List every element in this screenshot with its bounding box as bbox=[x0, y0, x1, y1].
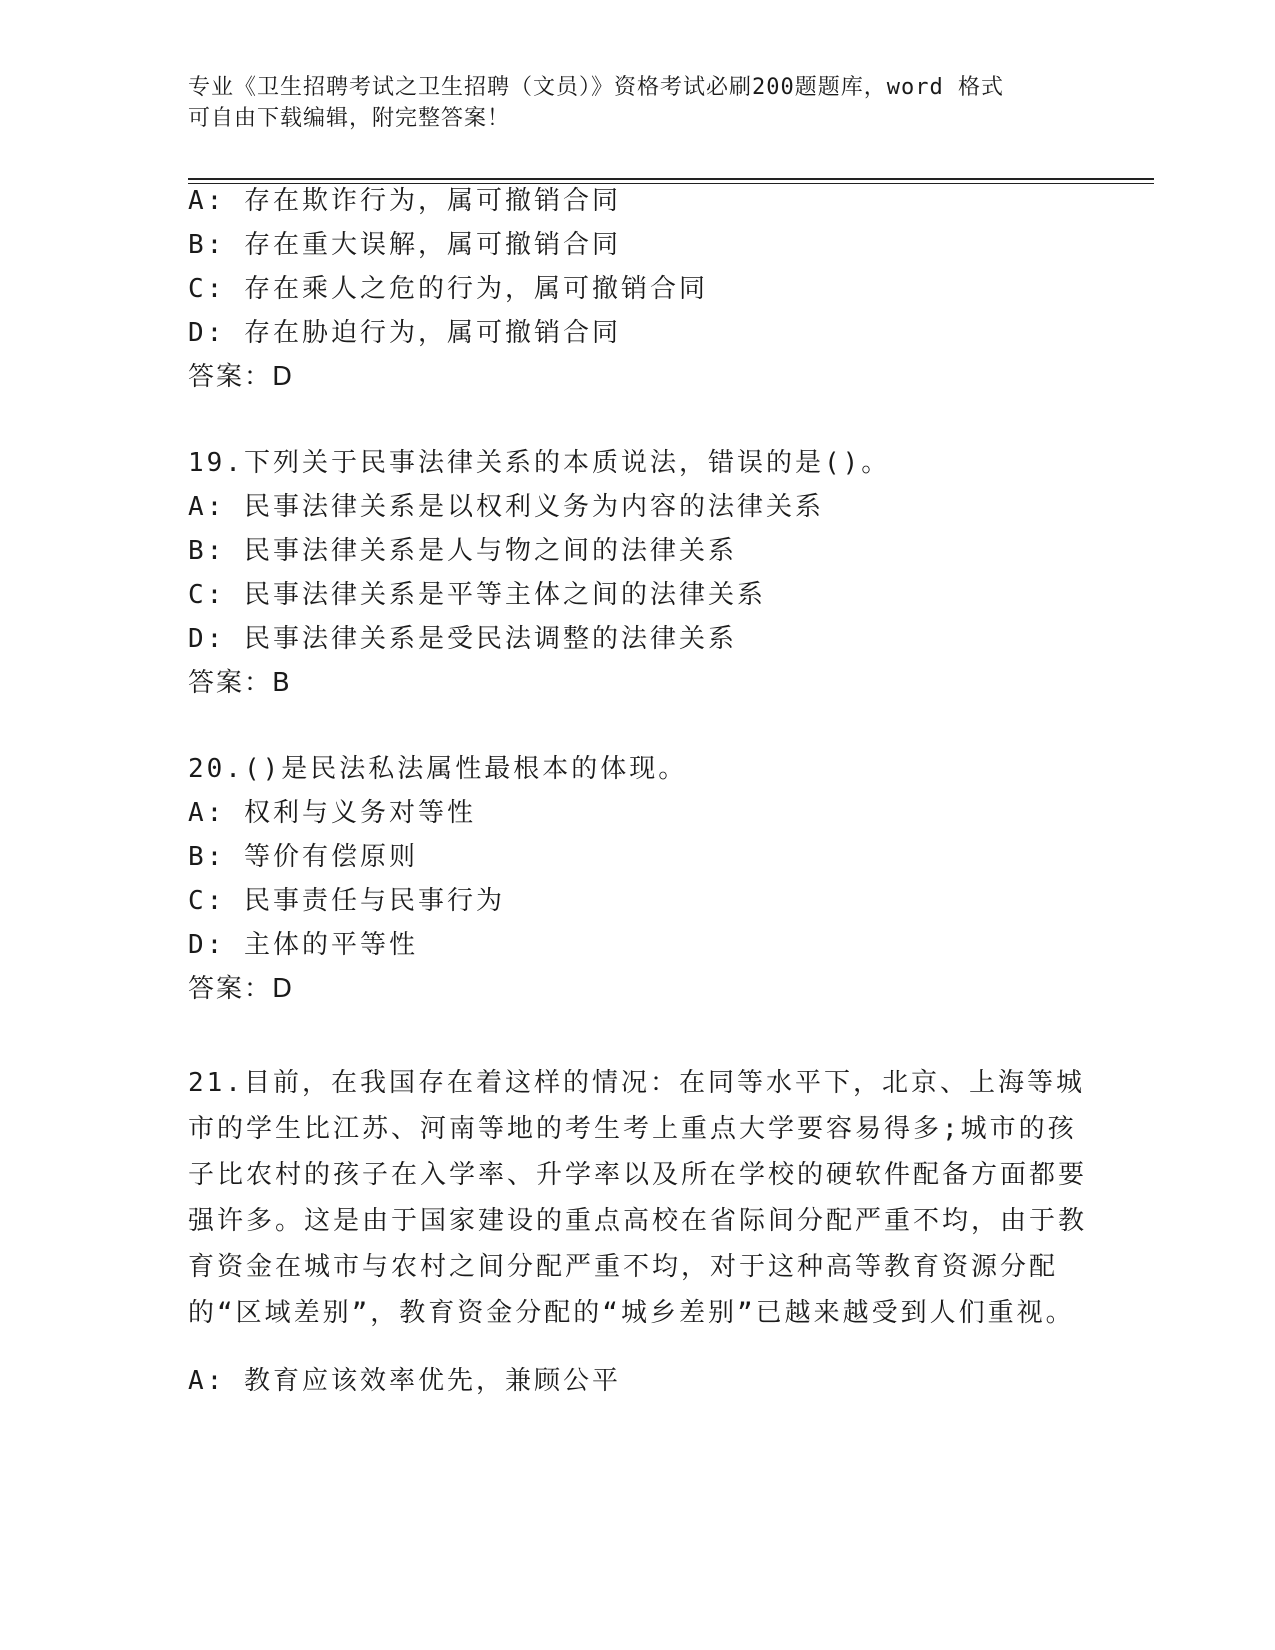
q18-option-d: D: 存在胁迫行为，属可撤销合同 bbox=[188, 318, 621, 348]
q19-option-a: A: 民事法律关系是以权利义务为内容的法律关系 bbox=[188, 492, 824, 522]
q20-answer: 答案：D bbox=[188, 974, 295, 1004]
q20-option-b: B: 等价有偿原则 bbox=[188, 842, 418, 872]
q18-option-b: B: 存在重大误解，属可撤销合同 bbox=[188, 230, 621, 260]
q20-option-d: D: 主体的平等性 bbox=[188, 930, 418, 960]
q20-option-a: A: 权利与义务对等性 bbox=[188, 798, 476, 828]
q19-option-d: D: 民事法律关系是受民法调整的法律关系 bbox=[188, 624, 737, 654]
q19-option-b: B: 民事法律关系是人与物之间的法律关系 bbox=[188, 536, 737, 566]
q19-answer: 答案：B bbox=[188, 668, 292, 698]
q21-option-a: A: 教育应该效率优先，兼顾公平 bbox=[188, 1366, 621, 1396]
document-header bbox=[188, 72, 1068, 134]
q18-option-a: A: 存在欺诈行为，属可撤销合同 bbox=[188, 186, 621, 216]
q18-option-c: C: 存在乘人之危的行为，属可撤销合同 bbox=[188, 274, 708, 304]
header-title-line-1: 专业《卫生招聘考试之卫生招聘（文员）》资格考试必刷200题题库，word 格式 bbox=[188, 75, 1004, 100]
q20-stem: 20.()是民法私法属性最根本的体现。 bbox=[188, 754, 688, 784]
q19-stem: 19.下列关于民事法律关系的本质说法，错误的是()。 bbox=[188, 448, 891, 478]
q18-answer: 答案：D bbox=[188, 362, 295, 392]
q21-stem: 21.目前，在我国存在着这样的情况：在同等水平下，北京、上海等城市的学生比江苏、河南等地的考生考上重点大学要容易得多;城市的孩子比农村的孩子在入学率、升学率以及所在学校的硬软件配备方面都要强许多。这是由于国家建设的重点高校在省际间分配严重不均，由于教育资金在城市与农村之间分配严重不均，对于这种高等教育资源分配的“区域差别”，教育资金分配的“城乡差别”已越来越受到人们重视。 bbox=[188, 1068, 1088, 1328]
q20-option-c: C: 民事责任与民事行为 bbox=[188, 886, 505, 916]
header-divider-thick bbox=[188, 178, 1154, 180]
header-title-line-2: 可自由下载编辑，附完整答案！ bbox=[188, 106, 511, 131]
q19-option-c: C: 民事法律关系是平等主体之间的法律关系 bbox=[188, 580, 766, 610]
